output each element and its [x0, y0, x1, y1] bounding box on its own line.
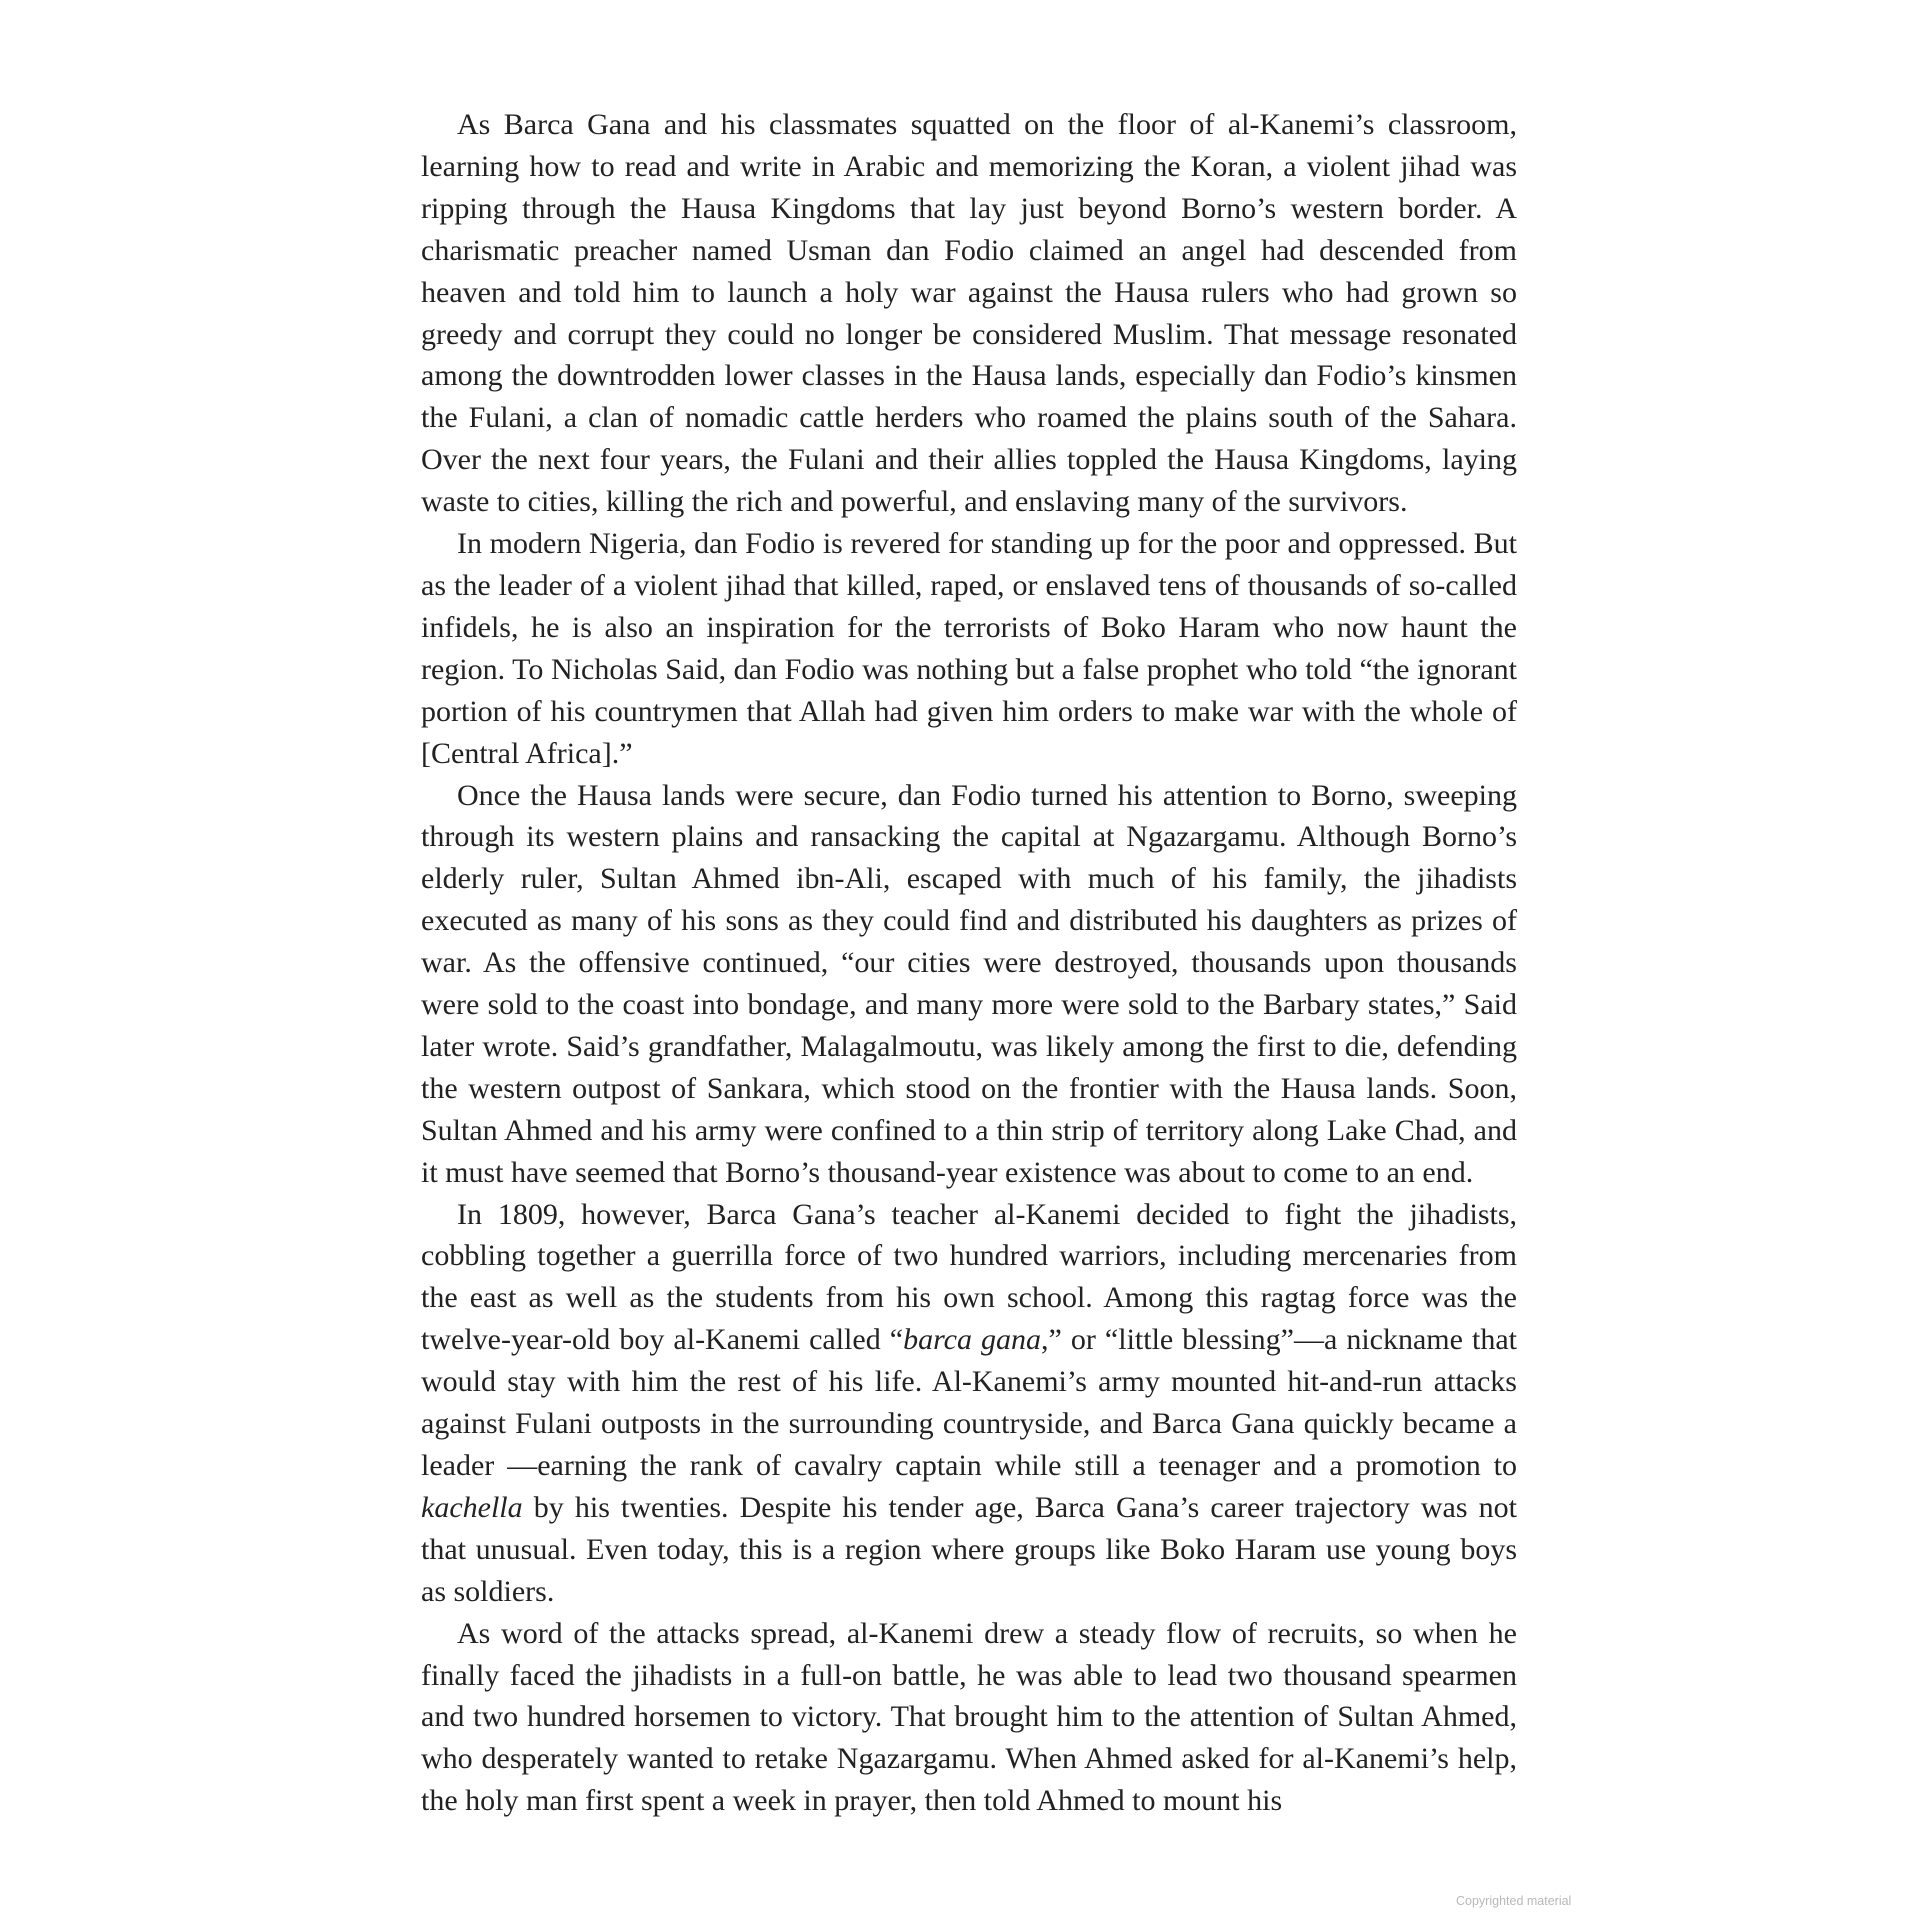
text-segment: In 1809, however, Barca Gana’s teacher al-Kanemi decided to fight the jihadists, cobbling together a guerrilla force of two hundred warriors, including mercenaries from the east as well as the students from his own school. Among this ragtag force was the twelve-year-old boy al-Kanemi called “ — [421, 1197, 1517, 1357]
paragraph-5 — [421, 1613, 1517, 1823]
text-segment: by his twenties. Despite his tender age, Barca Gana’s career trajectory was not that unusual. Even today, this is a region where groups like Boko Haram use young boys as soldiers. — [421, 1490, 1517, 1608]
text-segment: As word of the attacks spread, al-Kanemi drew a steady flow of recruits, so when he finally faced the jihadists in a full-on battle, he was able to lead two thousand spearmen and two hundred horsemen to victory. That brought him to the attention of Sultan Ahmed, who desperately wanted to retake Ngazargamu. When Ahmed asked for al-Kanemi’s help, the holy man first spent a week in prayer, then told Ahmed to mount his — [421, 1616, 1517, 1818]
text-segment: In modern Nigeria, dan Fodio is revered for standing up for the poor and oppressed. But as the leader of a violent jihad that killed, raped, or enslaved tens of thousands of so-called infidels, he is also an inspiration for the terrorists of Boko Haram who now haunt the region. To Nicholas Said, dan Fodio was nothing but a false prophet who told “the ignorant portion of his countrymen that Allah had given him orders to make war with the whole of [Central Africa].” — [421, 527, 1517, 770]
paragraph-3 — [421, 775, 1517, 1194]
italic-term-kachella: kachella — [421, 1490, 523, 1524]
paragraph-2 — [421, 523, 1517, 774]
paragraph-1 — [421, 104, 1517, 523]
paragraph-4 — [421, 1194, 1517, 1613]
text-segment: As Barca Gana and his classmates squatted on the floor of al-Kanemi’s classroom, learning how to read and write in Arabic and memorizing the Koran, a violent jihad was ripping through the Hausa Kingdoms that lay just beyond Borno’s western border. A charismatic preacher named Usman dan Fodio claimed an angel had descended from heaven and told him to launch a holy war against the Hausa rulers who had grown so greedy and corrupt they could no longer be considered Muslim. That message resonated among the downtrodden lower classes in the Hausa lands, especially dan Fodio’s kinsmen the Fulani, a clan of nomadic cattle herders who roamed the plains south of the Sahara. Over the next four years, the Fulani and their allies toppled the Hausa Kingdoms, laying waste to cities, killing the rich and powerful, and enslaving many of the survivors. — [421, 108, 1517, 519]
italic-term-barca-gana: barca gana — [903, 1323, 1042, 1357]
copyright-notice: Copyrighted material — [1456, 1894, 1572, 1908]
text-segment: ,” or “little blessing”—a nickname that would stay with him the rest of his life. Al-Kanemi’s army mounted hit-and-run attacks against Fulani outposts in the surrounding countryside, and Barca Gana quickly became a leader —earning the rank of cavalry captain while still a teenager and a promotion to — [421, 1323, 1517, 1482]
text-segment: Once the Hausa lands were secure, dan Fodio turned his attention to Borno, sweeping through its western plains and ransacking the capital at Ngazargamu. Although Borno’s elderly ruler, Sultan Ahmed ibn-Ali, escaped with much of his family, the jihadists executed as many of his sons as they could find and distributed his daughters as prizes of war. As the offensive continued, “our cities were destroyed, thousands upon thousands were sold to the coast into bondage, and many more were sold to the Barbary states,” Said later wrote. Said’s grandfather, Malagalmoutu, was likely among the first to die, defending the western outpost of Sankara, which stood on the frontier with the Hausa lands. Soon, Sultan Ahmed and his army were confined to a thin strip of territory along Lake Chad, and it must have seemed that Borno’s thousand-year existence was about to come to an end. — [421, 778, 1517, 1189]
body-text — [421, 104, 1517, 1822]
